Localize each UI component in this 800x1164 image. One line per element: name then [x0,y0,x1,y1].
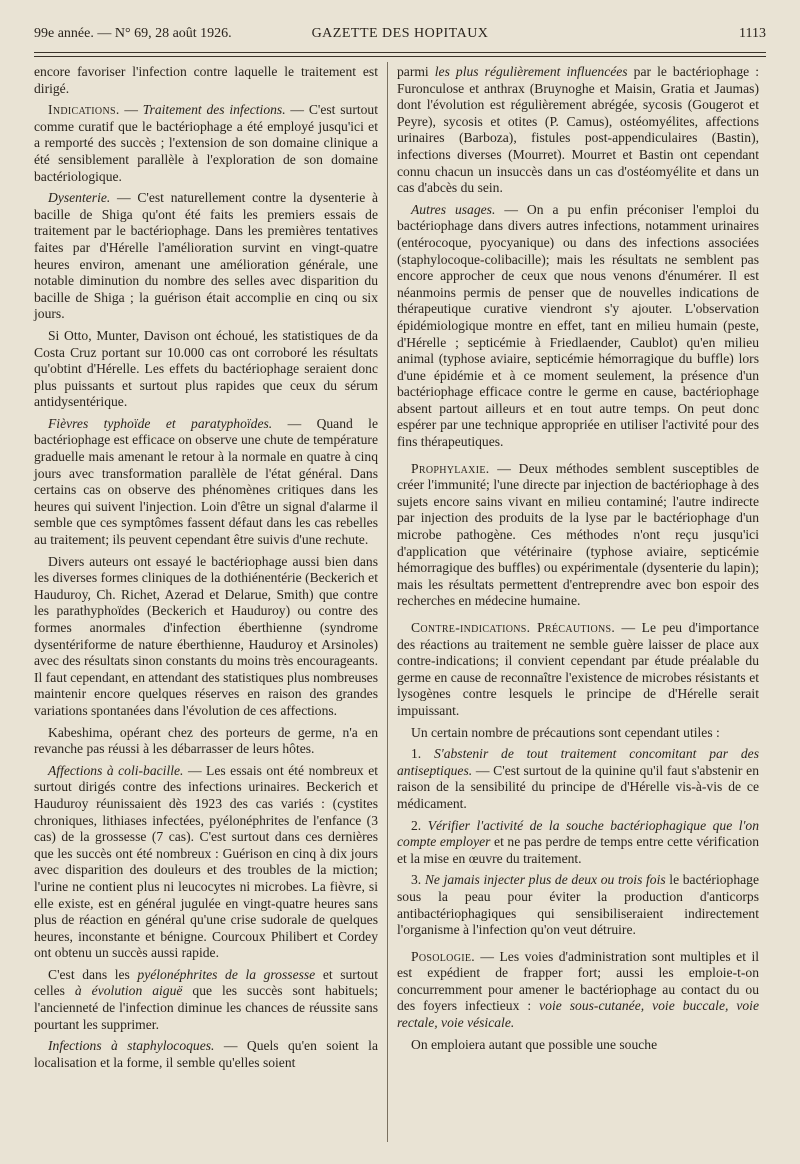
text-run: que les succès sont habituels; l'ancienneté de l'infection diminue les chances de réussite sans pourtant les supprimer. [34,983,378,1032]
paragraph-text: C'est naturellement contre la dysenterie à bacille de Shiga qu'ont été faits les premiers essais de traitement par le bactériophage. Dans les premières tentatives faites par d'Hérelle l'amélioration survint en vingt-quatre heures environ, amenant une amélioration générale, une notable diminution du nombre des selles avec disparition du bacille de Shiga ; la guérison était accomplie en cinq ou six jours. [34,190,379,322]
list-item: 1. S'abstenir de tout traitement concomitant par des antiseptiques. — C'est surtout de la quinine qu'il faut s'abstenir en raison de la sensibilité du principe de d'Hérelle vis-à-vis de ce médicament. [397,746,759,811]
italic-run: Vérifier l'activité de la souche bactériophagique que l'on compte employer [397,817,759,850]
italic-run: voie sous-cutanée, voie buccale, voie rectale, voie vésicale. [397,998,759,1031]
paragraph [397,64,759,197]
paragraph: On emploiera autant que possible une souche [411,1036,658,1052]
paragraph: Un certain nombre de précautions sont cependant utiles : [411,724,720,740]
section-fievres: Fièvres typhoïde et paratyphoïdes. — Quand le bactériophage est efficace on observe une chute de température graduelle mais amenant le retour à la normale en quatre à cinq jours avec transformation parallèle de l'état général. Dans certains cas on observe des phénomènes critiques dans les heures qui suivent l'injection. Loin d'être un signal d'alarme il semble que ces symptômes fassent défaut dans les cas rebelles au traitement; ils peuvent cependant être suivis d'une rechute. [34,415,378,548]
header-rule-thin [34,56,766,57]
subsection-heading: Traitement des infections. [142,102,286,118]
paragraph-text: On a pu enfin préconiser l'emploi du bactériophage dans divers autres infections, notamment urinaires (entérocoque, pyocyanique) ou dans des infections associées (staphylocoque-colibacille); mais les résultats ne semblent pas encore approcher de ceux que nous venons d'énumérer. Il est néanmoins permis de penser que de nouvelles indications de thérapeutique curative viendront s'y ajouter. L'observation épidémiologique montre en effet, tant en milieu humain (peste, d'Hérelle ; septicémie à Friedlaender, Caublot) qu'en milieu animal (typhose aviaire, septicémie hémorragique du buffle) lors d'une épidémie et à ce moment seulement, la présence d'un bactériophage efficace contre le germe en cause, bactériophage absent partout ailleurs et en tout autre temps. On peut donc espérer par une technique appropriée en utiliser l'activité pour des fins thérapeutiques. [397,201,759,450]
paragraph: Kabeshima, opérant chez des porteurs de germe, n'a en revanche pas réussi à les débarrasser de leurs hôtes. [34,724,378,757]
section-autres-usages: Autres usages. — On a pu enfin préconiser l'emploi du bactériophage dans divers autres infections, notamment urinaires (entérocoque, pyocyanique) ou dans des infections associées (staphylocoque-colibacille); mais les résultats ne semblent pas encore approcher de ceux que nous venons d'énumérer. Il est néanmoins permis de penser que de nouvelles indications de thérapeutique curative viendront s'y ajouter. L'observation épidémiologique montre en effet, tant en milieu humain (peste, d'Hérelle ; septicémie à Friedlaender, Caublot) qu'en milieu animal (typhose aviaire, septicémie hémorragique du buffle) lors d'une épidémie et à ce moment seulement, la présence d'un bactériophage efficace contre le germe en cause, bactériophage absent partout ailleurs et en tout autre temps. On peut donc espérer par une technique appropriée en utiliser l'activité pour des fins thérapeutiques. [397,201,759,450]
text-run: C'est dans les [48,966,130,982]
issue-info: 99e année. — N° 69, 28 août 1926. [34,26,232,41]
paragraph-text: Deux méthodes semblent susceptibles de créer l'immunité; l'une directe par injection de bactériophage à des sujets encore sains vivant en milieu contaminé; l'autre indirecte par injection des produits de la lyse par le bactériophage d'un microbe pathogène. Ces méthodes n'ont reçu jusqu'ici d'application que vétérinaire (typhose aviaire, septicémie hémorragique des buffles) ou expérimentale (dysenterie du lapin); mais les résultats permettent d'entreprendre avec bon espoir des recherches en médecine humaine. [397,460,759,609]
paragraph: Divers auteurs ont essayé le bactériophage aussi bien dans les diverses formes cliniques de la dothiénentérie (Beckerich et Hauduroy, Ch. Richet, Azerad et Delarue, Smith) que contre les parathyphoïdes (Beckerich et Hauduroy) ou contre des formes anormales d'infection éberthienne (syndrome dysentériforme de nature éberthienne, Hauduroy et Arsinoles) avec des résultats sinon constants du moins très encourageants. Il faut cependant, en attendant des statistiques plus nombreuses maintenir encore quelques réserves en raison des grandes variations spontanées dans l'évolution de ces affections. [34,553,378,718]
subsection-heading: Fièvres typhoïde et paratyphoïdes. [48,415,273,431]
text-run: et surtout celles [34,966,378,999]
header-rule-thick [34,52,766,53]
italic-run: pyélonéphrites de la grossesse [137,966,316,982]
subsection-heading: Autres usages. [411,201,496,217]
text-run: C'est surtout de la quinine qu'il faut s'abstenir en raison de la sensibilité du principe de d'Hérelle vis-à-vis de ce médicament. [397,762,759,811]
section-posologie: Posologie. — Les voies d'administration sont multiples et il est expédient de frapper fort; aussi les emploie-t-on concurremment pour amener le bactériophage au contact du ou des foyers infectieux : voie sous-cutanée, voie buccale, voie rectale, voie vésicale. [397,948,759,1031]
paragraph-text: Quels qu'en soient la localisation et la forme, il semble qu'elles soient [34,1038,378,1070]
right-column [397,64,759,1058]
paragraph-text: Quand le bactériophage est efficace on observe une chute de température graduelle mais amenant le retour à la normale en quatre à cinq jours avec transformation parallèle de l'état général. Dans certains cas on observe des phénomènes critiques dans les heures qui suivent l'injection. Loin d'être un signal d'alarme il semble que ces symptômes fassent défaut dans les cas rebelles au traitement; ils peuvent cependant être suivis d'une rechute. [34,415,378,548]
list-number: 2. [411,817,422,833]
paragraph: encore favoriser l'infection contre laquelle le traitement est dirigé. [34,64,378,96]
section-heading: Posologie. [411,948,475,964]
paragraph-text: Les voies d'administration sont multiples et il est expédient de frapper fort; aussi les emploie-t-on concurremment pour amener le bactériophage au contact du ou des foyers infectieux : [397,948,759,1014]
section-contre-indications: Contre-indications. Précautions. — Le peu d'importance des réactions au traitement ne semble guère laisser de place aux contre-indications; il convient cependant par étude préalable du germe en cause de reconnaître l'existence de microbes résistants et lysogènes contre lesquels le principe de d'Hérelle serait impuissant. [397,620,759,718]
subsection-heading: Infections à staphylocoques. [48,1038,215,1054]
paragraph: Si Otto, Munter, Davison ont échoué, les statistiques de da Costa Cruz portant sur 10.000 cas ont corroboré les résultats qu'obtint d'Hérelle. Les effets du bactériophage seraient donc plus puissants et surtout plus rapides que ceux du sérum antidysentérique. [34,327,378,410]
text-run: parmi [397,64,429,79]
text-run: le bactériophage sous la peau pour éviter la production d'anticorps antibactériophagiques qui sensibiliseraient indirectement l'organisme à l'infection qu'on veut détruire. [397,872,759,938]
italic-run: les plus régulièrement influencées [434,64,628,79]
paragraph-text: C'est surtout comme curatif que le bactériophage a été employé jusqu'ici et a remporté des succès ; l'extension de son domaine clinique a été sensiblement parallèle à l'exploration de son domaine bactériologique. [34,102,379,184]
section-heading: Indications. [48,102,120,118]
list-number: 3. [411,872,422,888]
left-column [34,64,378,1076]
page-number: 1113 [739,26,766,41]
paragraph-text: Le peu d'importance des réactions au traitement ne semble guère laisser de place aux contre-indications; il convient cependant par étude préalable du germe en cause de reconnaître l'existence de microbes résistants et lysogènes contre lesquels le principe de d'Hérelle serait impuissant. [397,620,759,718]
column-divider [387,62,388,1142]
italic-run: à évolution aiguë [74,983,183,999]
text-run: et ne pas perdre de temps entre cette vérification et la mise en œuvre du traitement. [397,834,759,866]
section-prophylaxie: Prophylaxie. — Deux méthodes semblent susceptibles de créer l'immunité; l'une directe par injection de bactériophage à des sujets encore sains vivant en milieu contaminé; l'autre indirecte par injection des produits de la lyse par le bactériophage d'un microbe pathogène. Ces méthodes n'ont reçu jusqu'ici d'application que vétérinaire (typhose aviaire, septicémie hémorragique des buffles) ou expérimentale (dysenterie du lapin); mais les résultats permettent d'entreprendre avec bon espoir des recherches en médecine humaine. [397,460,759,609]
paragraph [34,967,378,1033]
list-item [397,872,759,938]
journal-title: GAZETTE DES HOPITAUX [311,26,489,41]
page-header [34,26,766,48]
section-coli-bacille: Affections à coli-bacille. — Les essais ont été nombreux et surtout dirigés contre des infections urinaires. Beckerich et Hauduroy réunissaient dès 1923 des cas variés : (cystites chroniques, lithiases infectées, pyélonéphrites de l'enfance (3 cas) de la grossesse (7 cas). C'est surtout dans ces dernières que les succès ont été nombreux : Guérison en cinq à dix jours avec disparition des douleurs et des troubles de la miction; l'urine ne contient plus ni leucocytes ni microbes. La fièvre, si elle existe, est en général jugulée en vingt-quatre heures sans plus de réaction en général qu'une crise sudorale de quelques heures, inconstante et bénigne. Courcoux Philibert et Cordey ont obtenu un succès aussi rapide. [34,762,379,961]
italic-run: Ne jamais injecter plus de deux ou trois fois [424,872,666,888]
list-item [397,818,759,868]
italic-run: S'abstenir de tout traitement concomitant par des antiseptiques. [397,746,759,778]
paragraph-text: Les essais ont été nombreux et surtout dirigés contre des infections urinaires. Beckerich et Hauduroy réunissaient dès 1923 des cas variés : (cystites chroniques, lithiases infectées, pyélonéphrites de l'enfance (3 cas) de la grossesse (7 cas). C'est surtout dans ces dernières que les succès ont été nombreux : Guérison en cinq à dix jours avec disparition des douleurs et des troubles de la miction; l'urine ne contient plus ni leucocytes ni microbes. La fièvre, si elle existe, est en général jugulée en vingt-quatre heures sans plus de réaction en général qu'une crise sudorale de quelques heures, inconstante et bénigne. Courcoux Philibert et Cordey ont obtenu un succès aussi rapide. [34,762,379,961]
section-staphylocoques: Infections à staphylocoques. — Quels qu'en soient la localisation et la forme, il semble qu'elles soient [34,1038,378,1070]
subsection-heading: Dysenterie. [48,190,111,206]
section-indications: Indications. — Traitement des infections. — C'est surtout comme curatif que le bactériophage a été employé jusqu'ici et a remporté des succès ; l'extension de son domaine clinique a été sensiblement parallèle à l'exploration de son domaine bactériologique. [34,102,379,184]
section-heading: Contre-indications. Précautions. [411,620,616,635]
section-heading: Prophylaxie. [411,460,490,476]
section-dysenterie: Dysenterie. — C'est naturellement contre la dysenterie à bacille de Shiga qu'ont été faits les premiers essais de traitement par le bactériophage. Dans les premières tentatives faites par d'Hérelle l'amélioration survint en vingt-quatre heures environ, amenant une amélioration générale, une notable diminution du nombre des selles avec disparition du bacille de Shiga ; la guérison était accomplie en cinq ou six jours. [34,190,379,322]
subsection-heading: Affections à coli-bacille. [48,762,184,778]
text-run: par le bactériophage : Furonculose et anthrax (Bruynoghe et Maisin, Gratia et Jaumas) dont l'évolution est régulièrement abrégée, sycosis (Gougerot et Peyre), sycosis et otites (P. Camus), ostéomyélites, affections urinaires (Barboza), fistules post-appendiculaires (Bastin), infections diverses (Mourret). Mourret et Bastin ont cependant connu chacun un insuccès dans un cas d'ostéomyélite et dans un cas d'abcès du sein. [397,64,759,196]
list-number: 1. [411,746,422,762]
